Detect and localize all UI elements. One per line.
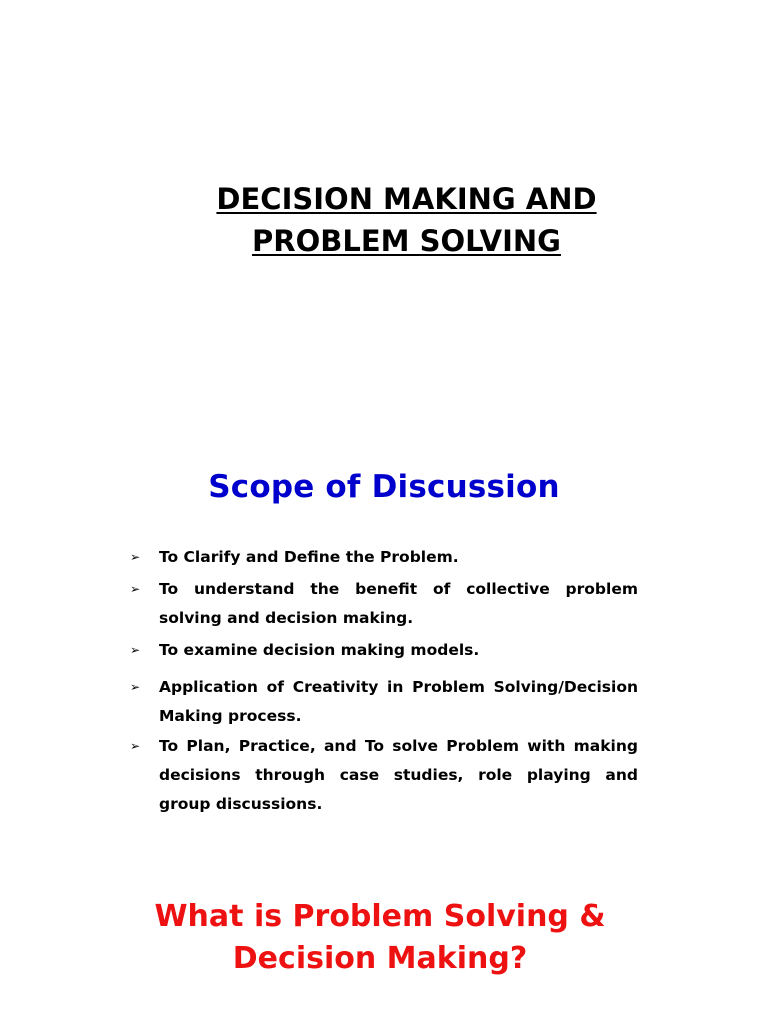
- list-item: [130, 636, 638, 665]
- scope-bullet-list: [130, 543, 638, 819]
- document-title-line-2: PROBLEM SOLVING: [252, 224, 561, 258]
- question-heading: What is Problem Solving & Decision Making?: [154, 899, 606, 976]
- arrow-bullet-icon: ➢: [130, 739, 141, 753]
- document-title-line-1: DECISION MAKING AND: [216, 182, 597, 216]
- arrow-bullet-icon: ➢: [130, 550, 141, 564]
- list-item: [130, 673, 638, 731]
- list-item: [130, 575, 638, 633]
- arrow-bullet-icon: ➢: [130, 643, 141, 657]
- list-item: [130, 732, 638, 819]
- list-item-text: Application of Creativity in Problem Solving/Decision Making process.: [159, 678, 638, 725]
- arrow-bullet-icon: ➢: [130, 680, 141, 694]
- scope-heading: [0, 465, 768, 509]
- list-item-text: To examine decision making models.: [159, 641, 480, 659]
- document-title: [150, 178, 663, 262]
- list-item-text: To Plan, Practice, and To solve Problem with making decisions through case studies, role playing and group discussions.: [159, 737, 638, 813]
- list-item: [130, 543, 638, 572]
- list-item-text: To Clarify and Define the Problem.: [159, 548, 459, 566]
- scope-heading-text: Scope of Discussion: [208, 469, 560, 505]
- arrow-bullet-icon: ➢: [130, 582, 141, 596]
- list-item-text: To understand the benefit of collective problem solving and decision making.: [159, 580, 638, 627]
